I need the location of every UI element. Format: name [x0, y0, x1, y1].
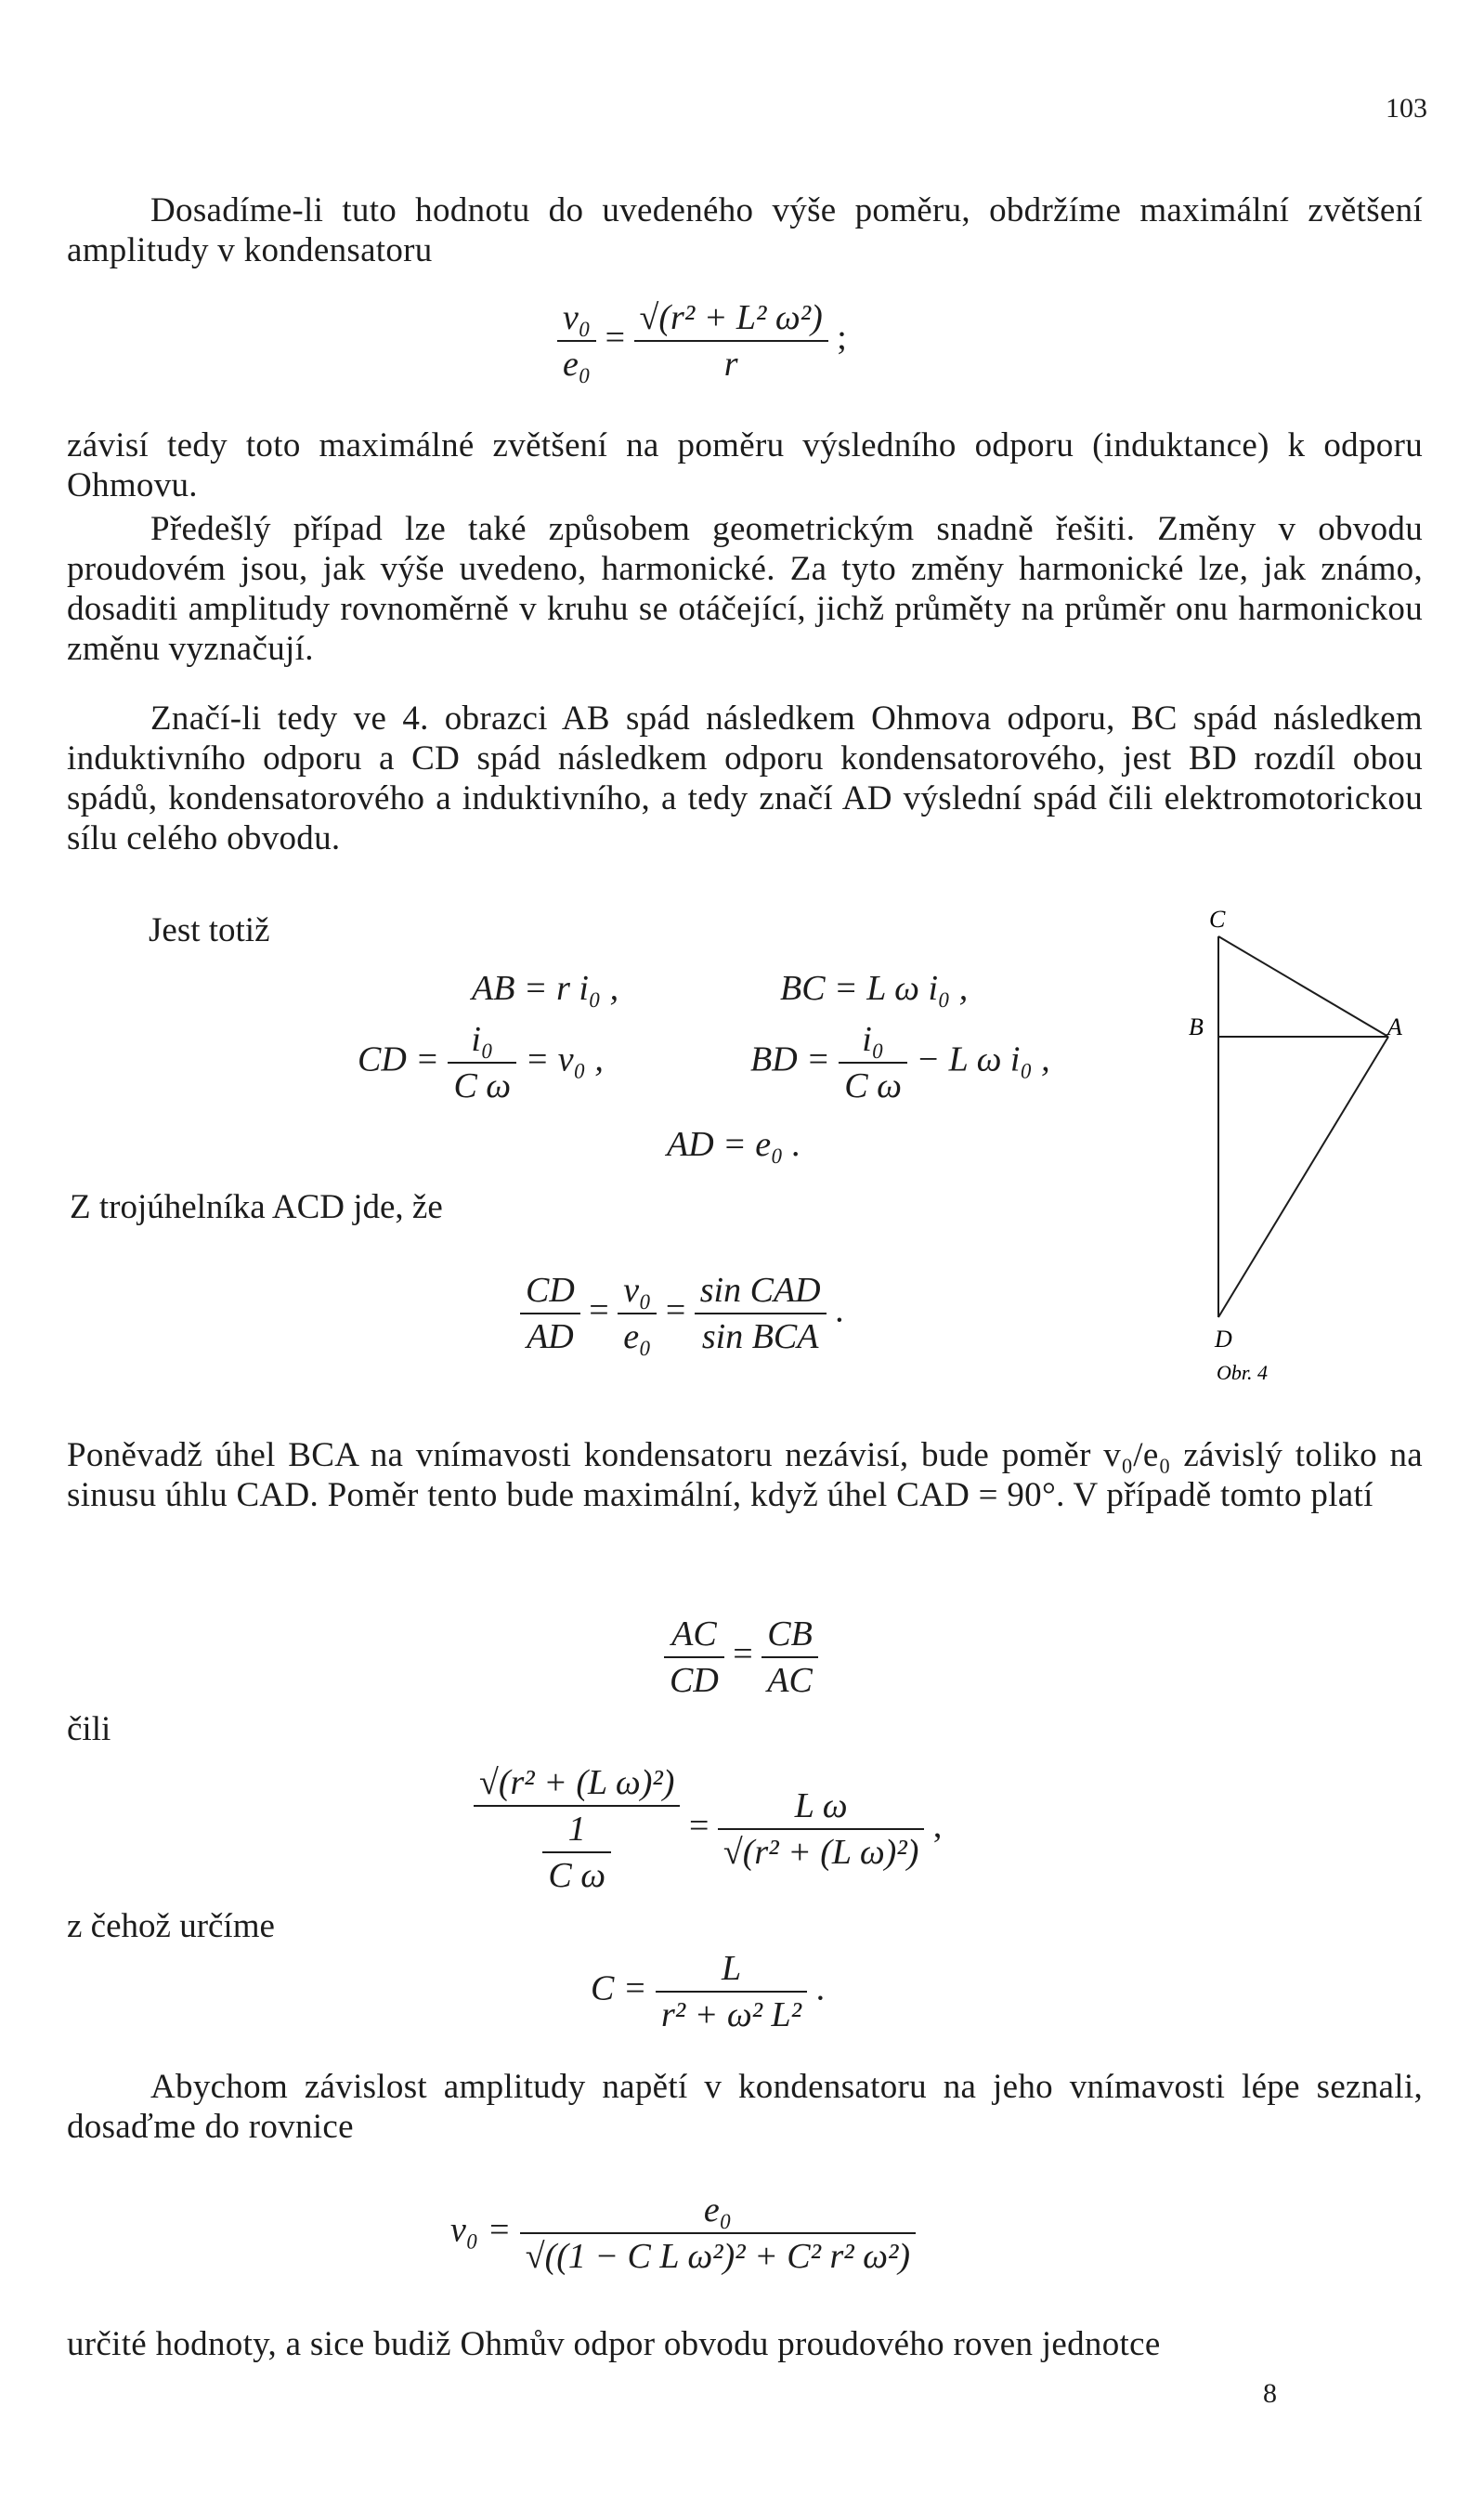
paragraph-3: Předešlý případ lze také způsobem geometrickým snadně řešiti. Změny v obvodu proudovém jsou, jak výše uvedeno, harmonické. Za tyto změny harmonické lze, jak známo, dosaditi amplitudy rovnoměrně v kruhu se otáčející, jichž průměty na průměr onu harmonickou změnu vyznačují.	[67, 510, 1423, 668]
cd-lhs: CD =	[358, 1039, 439, 1079]
eq1-rhs-den: r	[723, 345, 738, 384]
sqrt-n2: L ω	[718, 1784, 924, 1830]
equation-sqrt: $\frac{\text{√(r² + (L ω)²)}}{\frac{1}{\text{C ω}}}$ = $\frac{\text{L ω}}{\text{√(r² + (L ω)²)}}$ ,	[474, 1760, 942, 1898]
bd-lhs: BD =	[750, 1039, 830, 1079]
text-z-cehoz: z čehož určíme	[67, 1907, 275, 1945]
cd-num: i₀	[448, 1017, 516, 1064]
paragraph-4: Značí-li tedy ve 4. obrazci AB spád následkem Ohmova odporu, BC spád následkem induktivního odporu a CD spád následkem odporu kondensatorového, jest BD rozdíl obou spádů, kondensatorového a induktivního, a tedy značí AD výslední spád čili elektromotorickou sílu celého obvodu.	[67, 699, 1423, 857]
ac-d1: CD	[670, 1661, 719, 1700]
bd-num: i₀	[839, 1017, 907, 1064]
eq1-rhs-num: √(r² + L² ω²)	[634, 295, 828, 342]
sqrt-n1: √(r² + (L ω)²)	[474, 1760, 680, 1807]
equation-ab: AB = r i₀ ,	[472, 969, 619, 1008]
equation-ad: AD = e₀ .	[667, 1125, 801, 1164]
sqrt-tail: ,	[932, 1806, 943, 1846]
ratio-n3: sin CAD	[695, 1268, 827, 1314]
paragraph-2: závisí tedy toto maximálné zvětšení na poměru výsledního odporu (induktance) k odporu Ohmovu.	[67, 426, 1423, 504]
sqrt-d1-num: 1	[542, 1807, 611, 1853]
v-lhs: v₀ =	[450, 2210, 512, 2250]
paragraph-5: Jest totiž	[149, 911, 270, 949]
edge-ad	[1218, 1037, 1388, 1317]
c-tail: .	[815, 1968, 826, 2008]
ac-n2: CB	[762, 1612, 818, 1658]
label-d: D	[1215, 1326, 1232, 1353]
figure-4	[1189, 910, 1430, 1393]
eq1-tail: ;	[837, 318, 847, 358]
equation-v0	[450, 2188, 916, 2279]
c-den: r² + ω² L²	[661, 1995, 802, 2034]
v-num: e₀	[520, 2188, 916, 2234]
cd-tail: = v₀ ,	[525, 1039, 604, 1079]
cd-den: C ω	[453, 1066, 512, 1105]
figure-caption: Obr. 4	[1217, 1361, 1269, 1384]
bd-tail: − L ω i₀ ,	[916, 1039, 1050, 1079]
ratio-d3: sin BCA	[701, 1317, 819, 1356]
ratio-d2: e₀	[623, 1317, 652, 1356]
paragraph-7: Poněvadž úhel BCA na vnímavosti kondensatoru nezávisí, bude poměr v₀/e₀ závislý toliko na sinusu úhlu CAD. Poměr tento bude maximální, když úhel CAD = 90°. V případě tomto platí	[67, 1436, 1423, 1514]
ratio-d1: AD	[527, 1317, 574, 1356]
label-b: B	[1189, 1013, 1204, 1040]
sqrt-d1-den: C ω	[548, 1856, 606, 1895]
sqrt-d2: √(r² + (L ω)²)	[722, 1833, 919, 1872]
paragraph-6: Z trojúhelníka ACD jde, že	[70, 1188, 443, 1226]
footer-mark: 8	[1263, 2378, 1277, 2409]
eq1-lhs-num: v₀	[557, 295, 596, 342]
paragraph-8: Abychom závislost amplitudy napětí v kondensatoru na jeho vnímavosti lépe seznali, dosaďme do rovnice	[67, 2068, 1423, 2146]
c-lhs: C =	[591, 1968, 647, 2008]
word-cili: čili	[67, 1710, 111, 1748]
equation-bc: BC = L ω i₀ ,	[780, 969, 969, 1008]
eq1-lhs-den: e₀	[563, 345, 592, 384]
label-a: A	[1387, 1013, 1402, 1040]
paragraph-9: určité hodnoty, a sice budiž Ohmův odpor obvodu proudového roven jednotce	[67, 2325, 1161, 2363]
c-num: L	[656, 1946, 807, 1993]
ratio-tail: .	[835, 1290, 844, 1330]
ratio-n2: v₀	[618, 1268, 657, 1314]
equation-ac: $\frac{AC}{CD}$ = $\frac{CB}{AC}$	[664, 1612, 818, 1703]
equation-bd	[750, 1017, 1050, 1108]
ac-d2: AC	[767, 1661, 813, 1700]
equation-cd	[358, 1017, 604, 1108]
equation-c	[591, 1946, 825, 2037]
page-number: 103	[1386, 93, 1427, 124]
ratio-n1: CD	[520, 1268, 580, 1314]
ac-n1: AC	[664, 1612, 724, 1658]
bd-den: C ω	[844, 1066, 902, 1105]
equation-ratio: $\frac{CD}{AD}$ = $\frac{\text{v₀}}{\text{e₀}}$ = $\frac{\text{sin CAD}}{\text{sin BCA}}$ .	[520, 1268, 844, 1359]
v-den: √((1 − C L ω²)² + C² r² ω²)	[525, 2237, 911, 2276]
equation-max-gain: $\frac{\text{v₀}}{\text{e₀}}$ = $\frac{\text{√(r² + L² ω²)}}{r}$ ;	[557, 295, 847, 386]
edge-ca	[1218, 936, 1388, 1037]
paragraph-1: Dosadíme-li tuto hodnotu do uvedeného výše poměru, obdržíme maximální zvětšení amplitudy v kondensatoru	[67, 191, 1423, 269]
label-c: C	[1209, 910, 1226, 933]
